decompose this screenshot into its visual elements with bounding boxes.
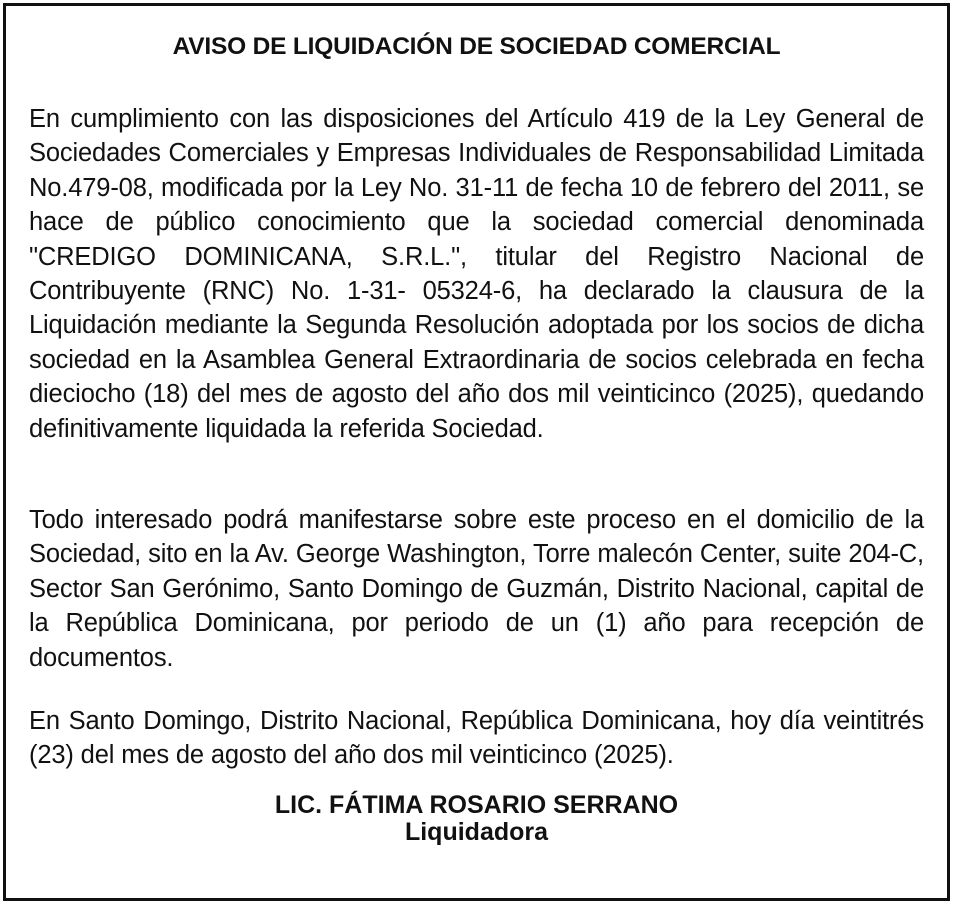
liquidation-notice	[3, 3, 950, 901]
signatory-role: Liquidadora	[404, 818, 549, 846]
notice-paragraph-date: En Santo Domingo, Distrito Nacional, República Dominicana, hoy día veintitrés (23) del mes de agosto del año dos mil veinticinco (2025).	[29, 707, 924, 770]
notice-paragraph-legal-basis: En cumplimiento con las disposiciones del Artículo 419 de la Ley General de Sociedades Comerciales y Empresas Individuales de Responsabilidad Limitada No.479-08, modificada por la Ley No. 31-11 de fecha 10 de febrero del 2011, se hace de público conocimiento que la sociedad comercial denominada "CREDIGO DOMINICANA, S.R.L.", titular del Registro Nacional de Contribuyente (RNC) No. 1-31- 05324-6, ha declarado la clausura de la Liquidación mediante la Segunda Resolución adoptada por los socios de dicha sociedad en la Asamblea General Extraordinaria de socios celebrada en fecha dieciocho (18) del mes de agosto del año dos mil veinticinco (2025), quedando definitivamente liquidada la referida Sociedad.	[29, 105, 924, 443]
notice-title: AVISO DE LIQUIDACIÓN DE SOCIEDAD COMERCIAL	[172, 33, 781, 60]
notice-paragraph-address: Todo interesado podrá manifestarse sobre este proceso en el domicilio de la Sociedad, sito en la Av. George Washington, Torre malecón Center, suite 204-C, Sector San Gerónimo, Santo Domingo de Guzmán, Distrito Nacional, capital de la República Dominicana, por periodo de un (1) año para recepción de documentos.	[29, 506, 924, 672]
signature-block	[6, 792, 947, 846]
signatory-name: LIC. FÁTIMA ROSARIO SERRANO	[274, 791, 679, 819]
